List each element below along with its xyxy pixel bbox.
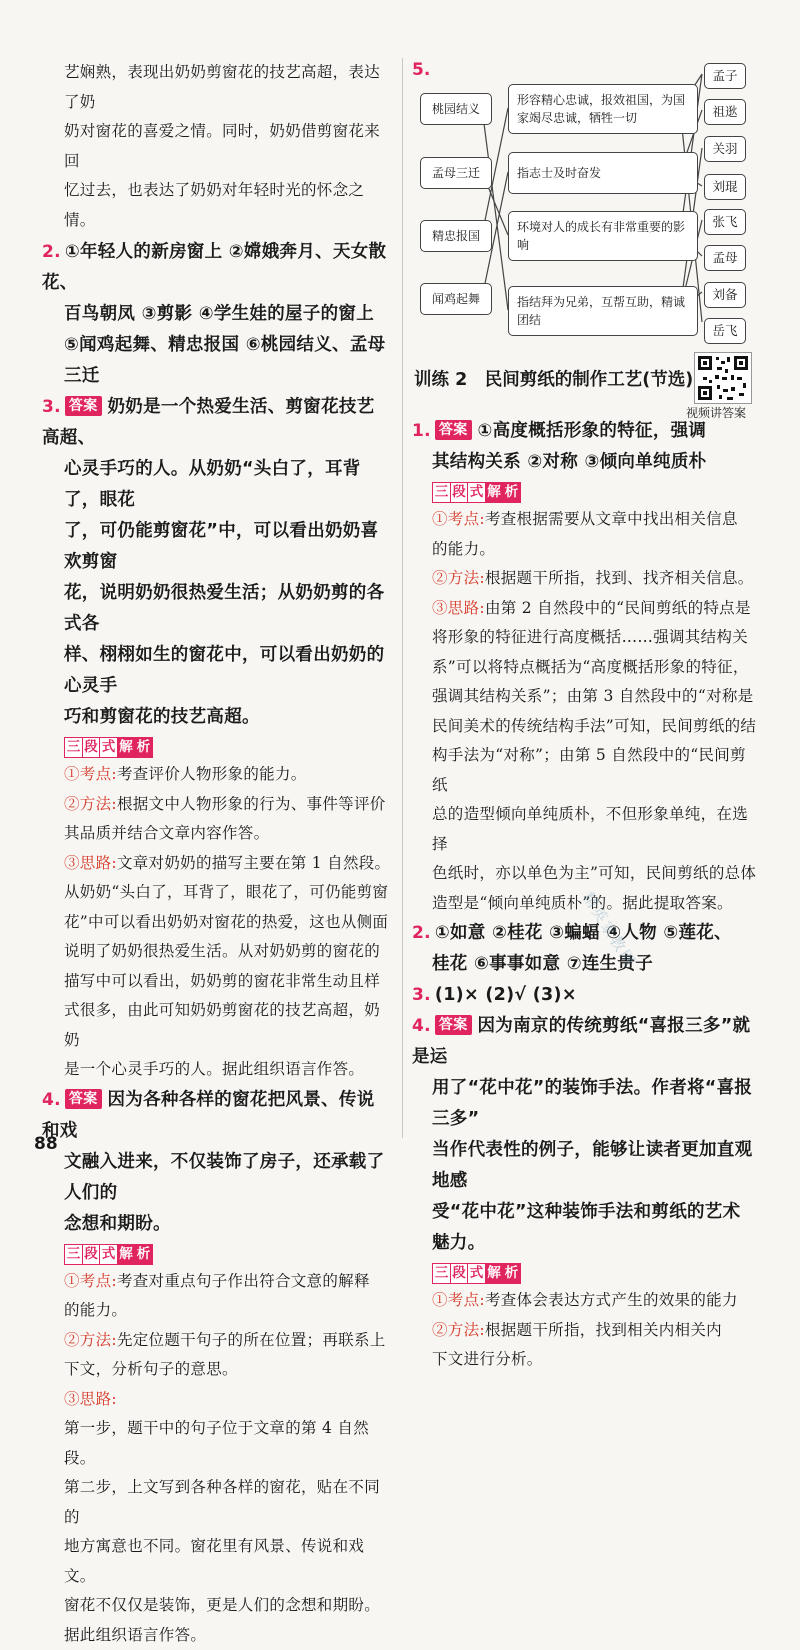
question-number: 3. bbox=[42, 397, 61, 417]
label-fangfa: ②方法: bbox=[64, 795, 117, 813]
answer-line: 用了“花中花”的装饰手法。作者将“喜报三多” bbox=[412, 1073, 757, 1135]
answer-line: 念想和期盼。 bbox=[42, 1209, 392, 1240]
answer-line: 心灵手巧的人。从奶奶“头白了，耳背了，眼花 bbox=[42, 454, 392, 516]
left-node: 闻鸡起舞 bbox=[420, 283, 492, 315]
answer-line: 桂花 ⑥事事如意 ⑦连生贵子 bbox=[412, 949, 757, 980]
label-kaodian: ①考点: bbox=[432, 510, 485, 528]
answer-line: 百鸟朝凤 ③剪影 ④学生娃的屋子的窗上 bbox=[42, 299, 392, 330]
intro-line: 忆过去，也表达了奶奶对年轻时光的怀念之情。 bbox=[42, 176, 392, 235]
answer-tag: 答案 bbox=[435, 420, 472, 440]
qr-label: 视频讲答案 bbox=[686, 404, 746, 421]
question-number: 4. bbox=[42, 1090, 61, 1110]
answer-line: 巧和剪窗花的技艺高超。 bbox=[42, 702, 392, 733]
answer-line: ①高度概括形象的特征，强调 bbox=[478, 421, 707, 441]
label-kaodian: ①考点: bbox=[64, 765, 117, 783]
right-node: 张飞 bbox=[704, 209, 746, 235]
label-silu: ③思路: bbox=[432, 599, 485, 617]
intro-line: 奶对窗花的喜爱之情。同时，奶奶借剪窗花来回 bbox=[42, 117, 392, 176]
answer-line: 其结构关系 ②对称 ③倾向单纯质朴 bbox=[412, 447, 757, 478]
answer-line: 花，说明奶奶很热爱生活；从奶奶剪的各式各 bbox=[42, 578, 392, 640]
right-node: 岳飞 bbox=[704, 318, 746, 344]
label-fangfa: ②方法: bbox=[432, 1321, 485, 1339]
answer-tag: 答案 bbox=[65, 1089, 102, 1109]
intro-line: 艺娴熟，表现出奶奶剪窗花的技艺高超，表达了奶 bbox=[42, 58, 392, 117]
left-column bbox=[42, 58, 392, 1650]
answer-line: 奶奶是一个热爱生活、剪窗花技艺高超、 bbox=[42, 397, 375, 448]
answer-tag: 答案 bbox=[65, 396, 102, 416]
column-divider bbox=[402, 58, 403, 1138]
question-3-right bbox=[412, 980, 757, 1011]
label-silu: ③思路: bbox=[64, 854, 117, 872]
answer-line: 受“花中花”这种装饰手法和剪纸的艺术魅力。 bbox=[412, 1197, 757, 1259]
label-kaodian: ①考点: bbox=[64, 1272, 117, 1290]
answer-line: 当作代表性的例子，能够让读者更加直观地感 bbox=[412, 1135, 757, 1197]
page-number: 88 bbox=[34, 1134, 58, 1154]
left-node: 孟母三迁 bbox=[420, 157, 492, 189]
question-number: 1. bbox=[412, 421, 431, 441]
qr-code-icon[interactable] bbox=[694, 352, 752, 404]
answer-line: ⑤闻鸡起舞、精忠报国 ⑥桃园结义、孟母三迁 bbox=[42, 330, 392, 392]
left-node: 精忠报国 bbox=[420, 220, 492, 252]
question-2 bbox=[42, 237, 392, 392]
right-node: 孟母 bbox=[704, 245, 746, 271]
label-fangfa: ②方法: bbox=[432, 569, 485, 587]
answer-line: 因为南京的传统剪纸“喜报三多”就是运 bbox=[412, 1016, 750, 1067]
question-number: 4. bbox=[412, 1016, 431, 1036]
label-fangfa: ②方法: bbox=[64, 1331, 117, 1349]
question-2-right bbox=[412, 918, 757, 980]
answer-line: ①年轻人的新房窗上 ②嫦娥奔月、天女散花、 bbox=[42, 242, 386, 293]
right-node: 孟子 bbox=[704, 63, 746, 89]
question-number: 2. bbox=[42, 242, 61, 262]
question-3: 3. 答案 奶奶是一个热爱生活、剪窗花技艺高超、 心灵手巧的人。从奶奶“头白了，耳背了，眼花 了，可仍能剪窗花”中，可以看出奶奶喜欢剪窗 花，说明奶奶很热爱生活；从奶奶剪的各式各 样、栩栩如生的窗花中，可以看出奶奶的心灵手 巧和剪窗花的技艺高超。 三 段 式 解 析 ①考点:考查评价人物形象的能力。 ②方法:根据文中人物形象的行为、事件等评价 其品质并结合文章内容作答。 ③思路:文章对奶奶的描写主要在第 1 自然段。 从奶奶“头白了，耳背了，眼花了，可仍能剪窗 花”中可以看出奶奶对窗花的热爱，这也从侧面 说明了奶奶很热爱生活。从对奶奶剪的窗花的 描写中可以看出，奶奶剪的窗花非常生动且样 式很多，由此可知奶奶剪窗花的技艺高超，奶奶 是一个心灵手巧的人。据此组织语言作答。 bbox=[42, 392, 392, 1085]
answer-line: ①如意 ②桂花 ③蝙蝠 ④人物 ⑤莲花、 bbox=[435, 923, 732, 943]
answer-line: 文融入进来，不仅装饰了房子，还承载了人们的 bbox=[42, 1147, 392, 1209]
middle-node: 形容精心忠诚，报效祖国，为国家竭尽忠诚，牺牲一切 bbox=[508, 84, 698, 134]
answer-line: (1)× (2)√ (3)× bbox=[435, 985, 577, 1005]
right-node: 刘琨 bbox=[704, 174, 746, 200]
question-4: 4. 答案 因为各种各样的窗花把风景、传说和戏 文融入进来，不仅装饰了房子，还承载了人们的 念想和期盼。 三 段 式 解 析 ①考点:考查对重点句子作出符合文意的解释 的能力。 ②方法:先定位题干句子的所在位置；再联系上 下文，分析句子的意思。 ③思路: 第一步，题干中的句子位于文章的第 4 自然段。 第二步，上文写到各种各样的窗花，贴在不同的 地方寓意也不同。窗花里有风景、传说和戏文。 窗花不仅仅是装饰，更是人们的念想和期盼。 据此组织语言作答。 bbox=[42, 1085, 392, 1650]
watermark: 精英家教网 bbox=[578, 888, 641, 971]
answer-line: 样、栩栩如生的窗花中，可以看出奶奶的心灵手 bbox=[42, 640, 392, 702]
question-1: 1. 答案 ①高度概括形象的特征，强调 其结构关系 ②对称 ③倾向单纯质朴 三 段 式 解 析 ①考点:考查根据需要从文章中找出相关信息 的能力。 ②方法:根据题干所指，找到、找齐相关信息。 ③思路:由第 2 自然段中的“民间剪纸的特点是 将形象的特征进行高度概括……强调其结构关 系”可以将特点概括为“高度概括形象的特征， 强调其结构关系”；由第 3 自然段中的“对称是 民间美术的传统结构手法”可知，民间剪纸的结 构手法为“对称”；由第 5 自然段中的“民间剪纸 总的造型倾向单纯质朴，不但形象单纯，在选择 色纸时，亦以单色为主”可知，民间剪纸的总体 造型是“倾向单纯质朴”的。据此提取答案。 bbox=[412, 416, 757, 918]
left-node: 桃园结义 bbox=[420, 93, 492, 125]
right-node: 关羽 bbox=[704, 136, 746, 162]
answer-tag: 答案 bbox=[435, 1015, 472, 1035]
right-node: 刘备 bbox=[704, 282, 746, 308]
analysis-badge: 三 段 式 解 析 bbox=[64, 737, 152, 758]
middle-node: 指志士及时奋发 bbox=[508, 152, 698, 194]
right-node: 祖逖 bbox=[704, 99, 746, 125]
analysis-badge: 三 段 式 解 析 bbox=[432, 1263, 520, 1284]
answer-line: 因为各种各样的窗花把风景、传说和戏 bbox=[42, 1090, 375, 1141]
label-silu: ③思路: bbox=[64, 1385, 392, 1415]
question-number: 5. bbox=[412, 60, 430, 80]
middle-node: 环境对人的成长有非常重要的影响 bbox=[508, 211, 698, 261]
question-number: 2. bbox=[412, 923, 431, 943]
question-number: 3. bbox=[412, 985, 431, 1005]
middle-node: 指结拜为兄弟，互帮互助，精诚团结 bbox=[508, 286, 698, 336]
answer-line: 了，可仍能剪窗花”中，可以看出奶奶喜欢剪窗 bbox=[42, 516, 392, 578]
question-4-right: 4. 答案 因为南京的传统剪纸“喜报三多”就是运 用了“花中花”的装饰手法。作者将“喜报三多” 当作代表性的例子，能够让读者更加直观地感 受“花中花”这种装饰手法和剪纸的艺术魅力。 三 段 式 解 析 ①考点:考查体会表达方式产生的效果的能力 ②方法:根据题干所指，找到相关内相关内 下文进行分析。 bbox=[412, 1011, 757, 1375]
analysis-badge: 三 段 式 解 析 bbox=[432, 482, 520, 503]
label-kaodian: ①考点: bbox=[432, 1291, 485, 1309]
analysis-badge: 三 段 式 解 析 bbox=[64, 1244, 152, 1265]
section-title: 训练 2 民间剪纸的制作工艺(节选) bbox=[414, 366, 693, 391]
